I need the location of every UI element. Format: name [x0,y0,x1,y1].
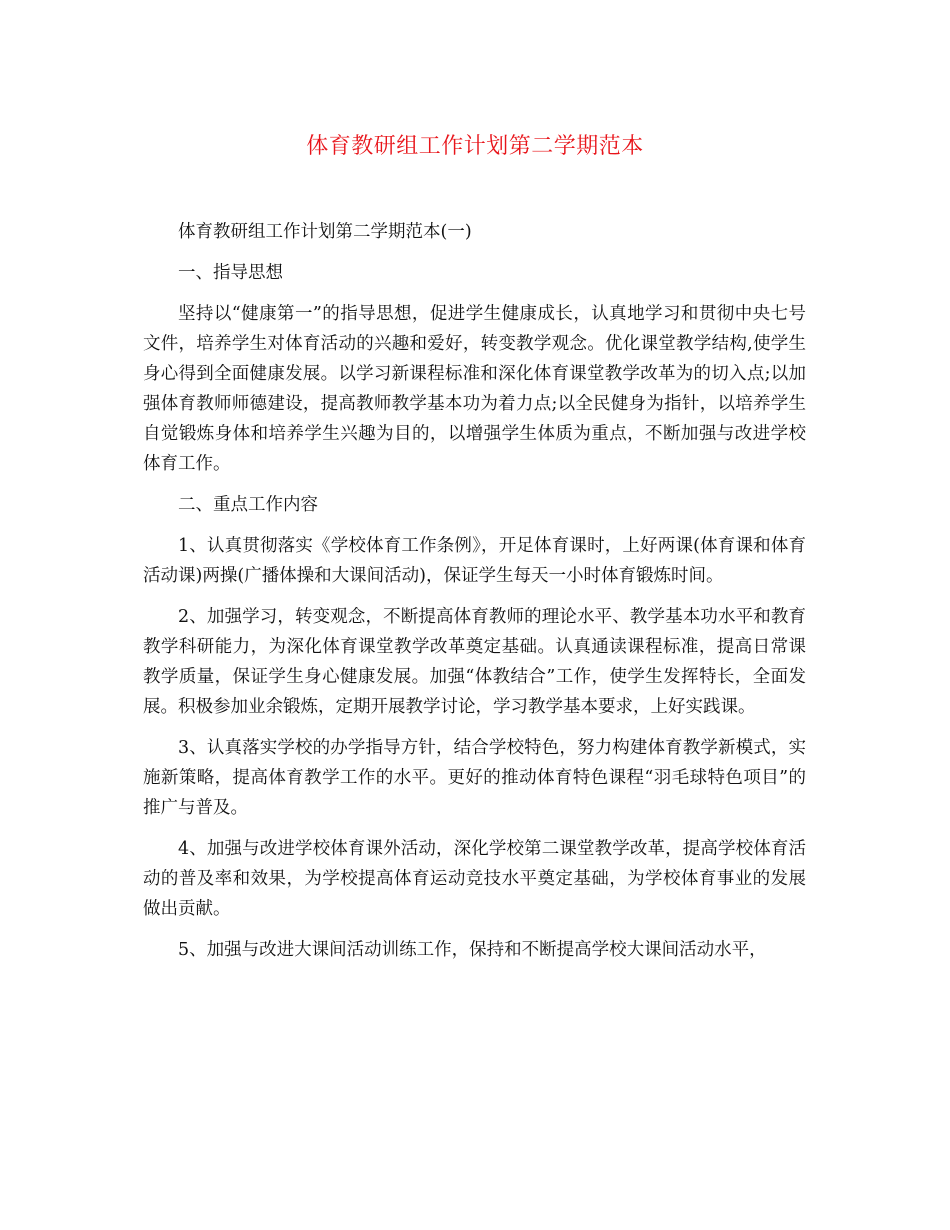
section-heading-guiding-principle: 一、指导思想 [178,263,283,283]
section-heading-subtitle: 体育教研组工作计划第二学期范本(一) [178,222,472,242]
paragraph-item-5: 5、加强与改进大课间活动训练工作，保持和不断提高学校大课间活动水平， [178,940,767,960]
paragraph-item-4: 4、加强与改进学校体育课外活动，深化学校第二课堂教学改革，提高学校体育活动的普及率和效果，为学校提高体育运动竞技水平奠定基础，为学校体育事业的发展做出贡献。 [143,839,806,919]
paragraph-guiding-principle: 坚持以“健康第一”的指导思想，促进学生健康成长，认真地学习和贯彻中央七号文件，培养学生对体育活动的兴趣和爱好，转变教学观念。优化课堂教学结构,使学生身心得到全面健康发展。以学习新课程标准和深化体育课堂教学改革为的切入点;以加强体育教师师德建设，提高教师教学基本功为着力点;以全民健身为指针，以培养学生自觉锻炼身体和培养学生兴趣为目的，以增强学生体质为重点，不断加强与改进学校体育工作。 [143,304,806,474]
document-body [143,217,806,976]
paragraph-item-2: 2、加强学习，转变观念，不断提高体育教师的理论水平、教学基本功水平和教育教学科研能力，为深化体育课堂教学改革奠定基础。认真通读课程标准，提高日常课教学质量，保证学生身心健康发展。加强“体教结合”工作，使学生发挥特长，全面发展。积极参加业余锻炼，定期开展教学讨论，学习教学基本要求，上好实践课。 [143,607,806,717]
document-title: 体育教研组工作计划第二学期范本 [306,134,644,159]
paragraph-item-1: 1、认真贯彻落实《学校体育工作条例》，开足体育课时，上好两课(体育课和体育活动课)两操(广播体操和大课间活动)，保证学生每天一小时体育锻炼时间。 [143,536,806,586]
paragraph-item-3: 3、认真落实学校的办学指导方针，结合学校特色，努力构建体育教学新模式，实施新策略，提高体育教学工作的水平。更好的推动体育特色课程“羽毛球特色项目”的推广与普及。 [143,738,806,818]
section-heading-key-work: 二、重点工作内容 [178,495,318,515]
